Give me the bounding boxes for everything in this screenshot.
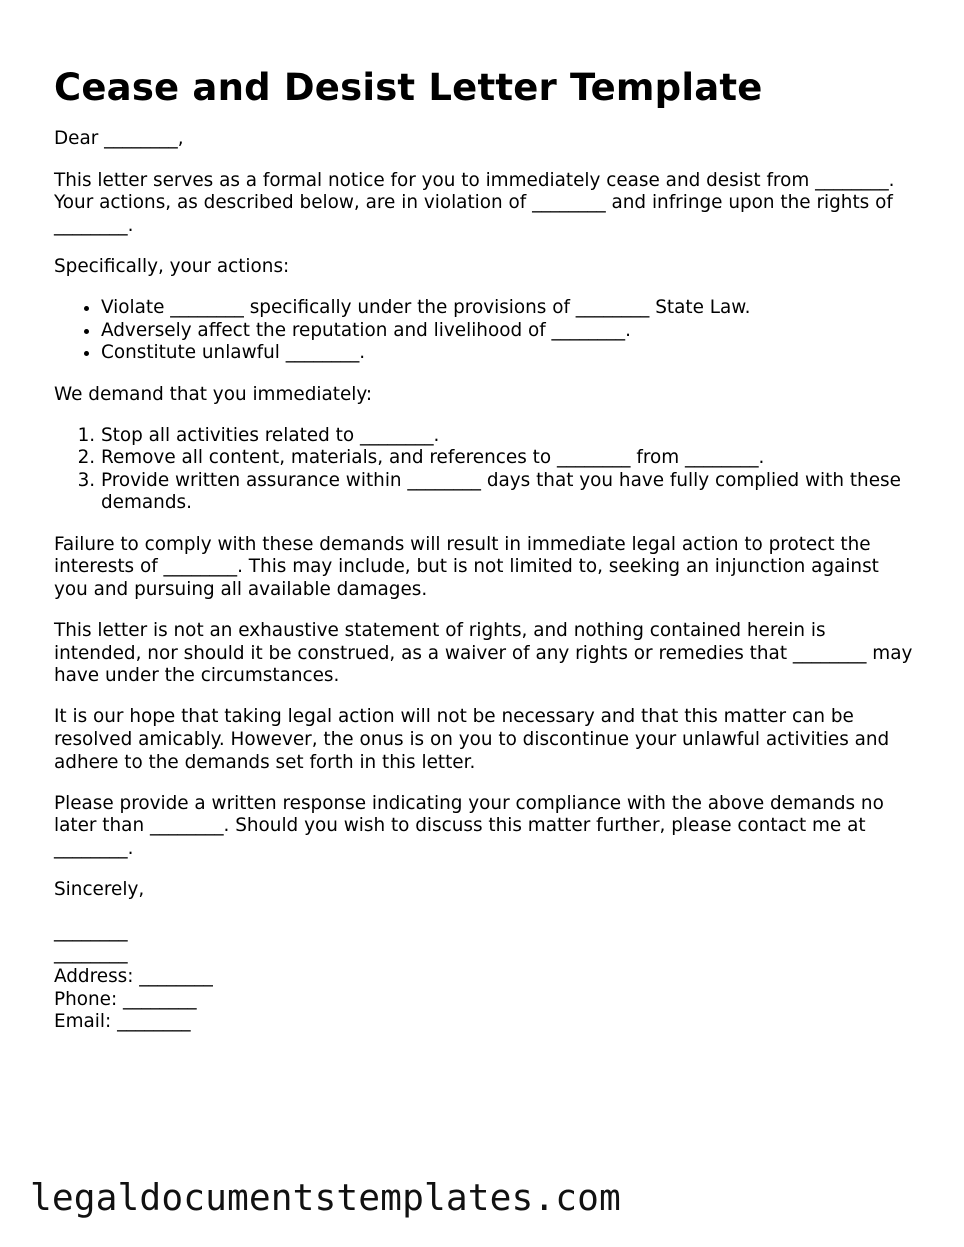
list-item: • Adversely affect the reputation and livelihood of ________.	[101, 320, 914, 343]
list-item: • Constitute unlawful ________.	[101, 342, 914, 365]
demands-heading: We demand that you immediately:	[54, 383, 373, 405]
email-line: Email: ________	[54, 1011, 191, 1033]
signature-block	[54, 921, 914, 1034]
demands-list	[54, 425, 914, 515]
list-item: • Violate ________ specifically under the provisions of ________ State Law.	[101, 297, 914, 320]
actions-heading: Specifically, your actions:	[54, 255, 290, 277]
phone-line: Phone: ________	[54, 988, 197, 1010]
page-title: Cease and Desist Letter Template	[54, 66, 763, 109]
response-paragraph: Please provide a written response indicating your compliance with the above demands no later than ________. Should you wish to discuss this matter further, please contact me at ________.	[54, 792, 884, 859]
address-line: Address: ________	[54, 965, 213, 987]
site-watermark: legaldocumentstemplates.com	[30, 1176, 621, 1219]
consequences-paragraph: Failure to comply with these demands will result in immediate legal action to protect the interests of ________. This may include, but is not limited to, seeking an injunction against you and pursuing all available damages.	[54, 533, 879, 600]
salutation: Dear ________,	[54, 128, 184, 150]
document-page	[54, 60, 914, 1034]
closing: Sincerely,	[54, 879, 145, 901]
list-item: 1. Stop all activities related to ________.	[101, 425, 914, 448]
signature-line: ________	[54, 920, 128, 942]
hope-paragraph: It is our hope that taking legal action will not be necessary and that this matter can be resolved amicably. However, the onus is on you to discontinue your unlawful activities and adhere to the demands set forth in this letter.	[54, 706, 890, 773]
rights-paragraph: This letter is not an exhaustive statement of rights, and nothing contained herein is intended, nor should it be construed, as a waiver of any rights or remedies that ________ may have under the circumstances.	[54, 620, 913, 687]
actions-list	[54, 297, 914, 365]
name-line: ________	[54, 943, 128, 965]
intro-paragraph: This letter serves as a formal notice for you to immediately cease and desist from ________. Your actions, as described below, are in violation of ________ and infringe upon the rights of ________.	[54, 169, 895, 236]
list-item: 3. Provide written assurance within ________ days that you have fully complied with these demands.	[101, 470, 914, 515]
list-item: 2. Remove all content, materials, and references to ________ from ________.	[101, 447, 914, 470]
